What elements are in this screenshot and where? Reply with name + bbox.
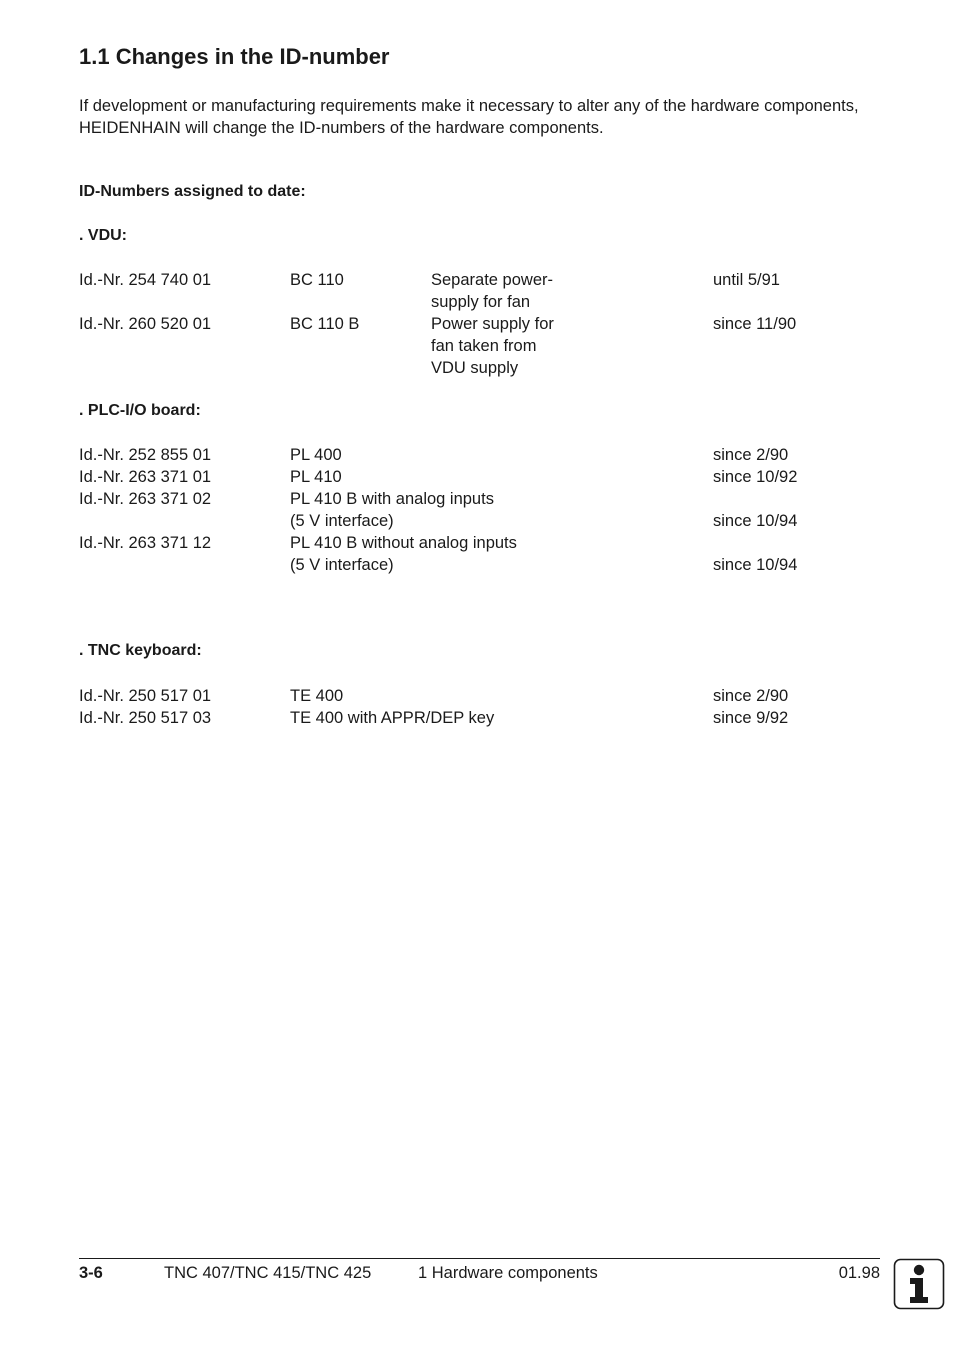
model-detail: (5 V interface) bbox=[290, 512, 394, 530]
description-line: Separate power- bbox=[431, 271, 553, 289]
description-line: VDU supply bbox=[431, 359, 519, 377]
model: PL 410 B without analog inputs bbox=[290, 534, 517, 552]
keyboard-heading: . TNC keyboard: bbox=[79, 642, 202, 659]
id-number: Id.-Nr. 250 517 03 bbox=[79, 709, 212, 727]
footer-divider bbox=[79, 1258, 880, 1259]
id-number: Id.-Nr. 263 371 12 bbox=[79, 534, 212, 552]
id-number: Id.-Nr. 263 371 02 bbox=[79, 490, 212, 508]
model: BC 110 bbox=[290, 271, 344, 289]
id-number: Id.-Nr. 260 520 01 bbox=[79, 315, 212, 333]
model-detail: (5 V interface) bbox=[290, 556, 394, 574]
info-icon bbox=[893, 1258, 945, 1310]
intro-paragraph: If development or manufacturing requirements make it necessary to alter any of the hardware components, HEIDENHAIN will change the ID-numbers of the hardware components. bbox=[79, 97, 859, 137]
date: until 5/91 bbox=[713, 271, 780, 289]
footer-product: TNC 407/TNC 415/TNC 425 bbox=[164, 1264, 372, 1282]
model: PL 400 bbox=[290, 446, 342, 464]
id-number: Id.-Nr. 254 740 01 bbox=[79, 271, 212, 289]
date: since 2/90 bbox=[713, 446, 789, 464]
date: since 10/92 bbox=[713, 468, 798, 486]
model: TE 400 with APPR/DEP key bbox=[290, 709, 495, 727]
id-number: Id.-Nr. 252 855 01 bbox=[79, 446, 212, 464]
model: PL 410 bbox=[290, 468, 342, 486]
page-title: 1.1 Changes in the ID-number bbox=[79, 44, 390, 69]
id-number: Id.-Nr. 250 517 01 bbox=[79, 687, 212, 705]
date: since 10/94 bbox=[713, 512, 798, 530]
model: PL 410 B with analog inputs bbox=[290, 490, 494, 508]
description-line: Power supply for bbox=[431, 315, 554, 333]
date: since 10/94 bbox=[713, 556, 798, 574]
model: BC 110 B bbox=[290, 315, 360, 333]
model: TE 400 bbox=[290, 687, 344, 705]
footer-date: 01.98 bbox=[838, 1264, 880, 1282]
description-line: fan taken from bbox=[431, 337, 537, 355]
date: since 11/90 bbox=[713, 315, 797, 333]
page-number: 3-6 bbox=[79, 1264, 103, 1282]
date: since 9/92 bbox=[713, 709, 789, 727]
date: since 2/90 bbox=[713, 687, 789, 705]
id-number: Id.-Nr. 263 371 01 bbox=[79, 468, 212, 486]
footer-chapter: 1 Hardware components bbox=[418, 1264, 598, 1282]
plc-heading: . PLC-I/O board: bbox=[79, 402, 201, 419]
description-line: supply for fan bbox=[431, 293, 531, 311]
assigned-heading: ID-Numbers assigned to date: bbox=[79, 183, 306, 200]
vdu-heading: . VDU: bbox=[79, 227, 127, 244]
